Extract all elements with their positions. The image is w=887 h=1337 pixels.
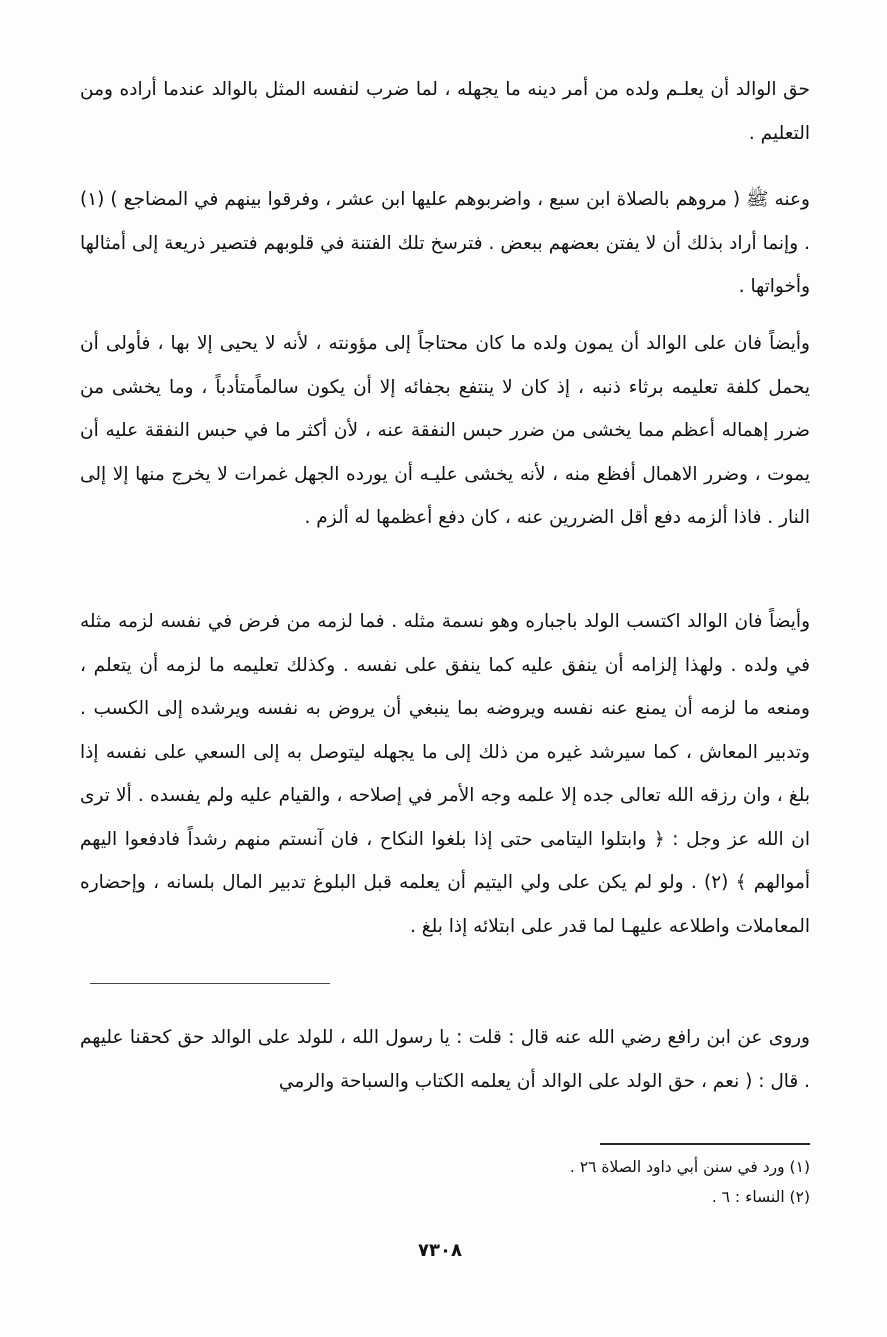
footnotes [80, 1152, 810, 1212]
page-number: ٧٣٠٨ [418, 1240, 462, 1261]
footnote-2: (٢) النساء : ٦ . [711, 1188, 810, 1206]
paragraph-1: حق الوالد أن يعلـم ولده من أمر دينه ما يجهله ، لما ضرب لنفسه المثل بالوالد عندما أراده ومن التعليم . [80, 79, 810, 144]
paragraph-4: وأيضاً فان الوالد اكتسب الولد باجباره وهو نسمة مثله . فما لزمه من فرض في نفسه لزمه مثله في ولده . ولهذا إلزامه أن ينفق عليه كما ينفق على نفسه . وكذلك تعليمه ما لزمه أن يتعلم ، ومنعه ما لزمه أن يمنع عنه نفسه ويروضه بما ينبغي أن يروض به نفسه ويرشده إلى الكسب . وتدبير المعاش ، كما سيرشد غيره من ذلك إلى ما يجهله ليتوصل به إلى السعي على نفسه إذا بلغ ، وان رزقه الله تعالى جده إلا علمه وجه الأمر في إصلاحه ، والقيام عليه ولم يفسده . ألا ترى ان الله عز وجل : ﴿ وابتلوا اليتامى حتى إذا بلغوا النكاح ، فان آنستم منهم رشداً فادفعوا اليهم أموالهم ﴾ (٢) . ولو لم يكن على ولي اليتيم أن يعلمه قبل البلوغ تدبير المال بلسانه ، وإحضاره المعاملات واطلاعه عليهـا لما قدر على ابتلائه إذا بلغ . [80, 611, 810, 937]
paragraph-2: وعنه ﷺ ( مروهم بالصلاة ابن سبع ، واضربوهم عليها ابن عشر ، وفرقوا بينهم في المضاجع ) (١) . وإنما أراد بذلك أن لا يفتن بعضهم ببعض . فترسخ تلك الفتنة في قلوبهم فتصير ذريعة إلى أمثالها وأخواتها . [80, 189, 810, 297]
footnote-1: (١) ورد في سنن أبي داود الصلاة ٢٦ . [569, 1158, 810, 1176]
separator-line [90, 983, 330, 984]
footnote-separator [600, 1143, 810, 1145]
paragraph-3: وأيضاً فان على الوالد أن يمون ولده ما كان محتاجاً إلى مؤونته ، لأنه لا يحيى إلا بها ، فأولى أن يحمل كلفة تعليمه برثاء ذنبه ، إذ كان لا ينتفع بجفائه إلا أن يكون سالماًمتأدباً ، وما يخشى من ضرر إهماله أعظم مما يخشى من ضرر حبس النفقة عنه ، لأن أكثر ما في حبس النفقة عليه أن يموت ، وضرر الاهمال أفظع منه ، لأنه يخشى عليـه أن يورده الجهل غمرات لا يخرج منها إلا إلى النار . فاذا ألزمه دفع أقل الضررين عنه ، كان دفع أعظمها له ألزم . [80, 333, 810, 528]
paragraph-5: وروى عن ابن رافع رضي الله عنه قال : قلت : يا رسول الله ، للولد على الوالد حق كحقنا عليهم . قال : ( نعم ، حق الولد على الوالد أن يعلمه الكتاب والسباحة والرمي [80, 1027, 810, 1092]
